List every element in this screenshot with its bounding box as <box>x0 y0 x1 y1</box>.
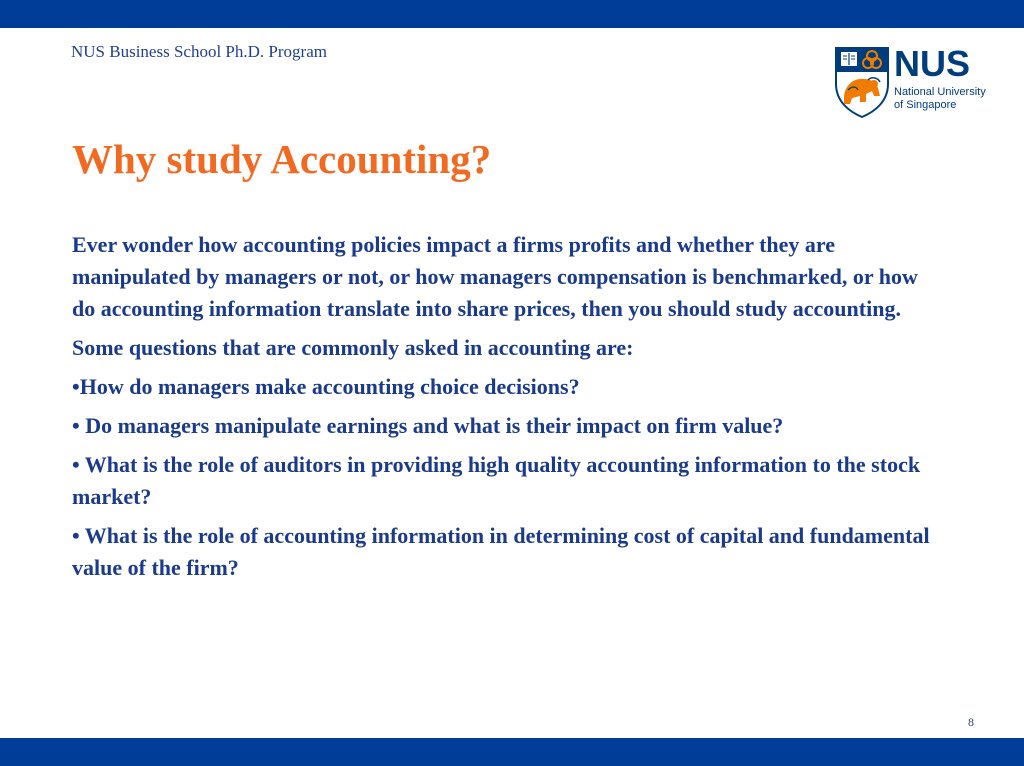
nus-wordmark: NUS <box>894 43 971 84</box>
page-number: 8 <box>968 715 974 729</box>
nus-subtitle-line-1: National University <box>894 86 986 98</box>
slide-body <box>72 229 932 591</box>
program-header: NUS Business School Ph.D. Program <box>71 42 327 61</box>
bullet-question-2: • Do managers manipulate earnings and what is their impact on firm value? <box>72 413 784 438</box>
nus-logo <box>832 44 992 120</box>
slide-title: Why study Accounting? <box>72 136 492 182</box>
bullet-question-1: •How do managers make accounting choice decisions? <box>72 374 580 399</box>
intro-paragraph: Ever wonder how accounting policies impact a firms profits and whether they are manipulated by managers or not, or how managers compensation is benchmarked, or how do accounting information translate into share prices, then you should study accounting. <box>72 232 918 321</box>
nus-subtitle <box>894 86 986 112</box>
nus-subtitle-line-2: of Singapore <box>894 99 957 111</box>
bullet-question-4: • What is the role of accounting information in determining cost of capital and fundamental value of the firm? <box>72 523 930 580</box>
bottom-banner-bar <box>0 738 1024 766</box>
nus-crest-icon <box>834 46 890 118</box>
bullet-question-3: • What is the role of auditors in providing high quality accounting information to the stock market? <box>72 452 921 509</box>
top-banner-bar <box>0 0 1024 28</box>
questions-lead: Some questions that are commonly asked in accounting are: <box>72 335 634 360</box>
